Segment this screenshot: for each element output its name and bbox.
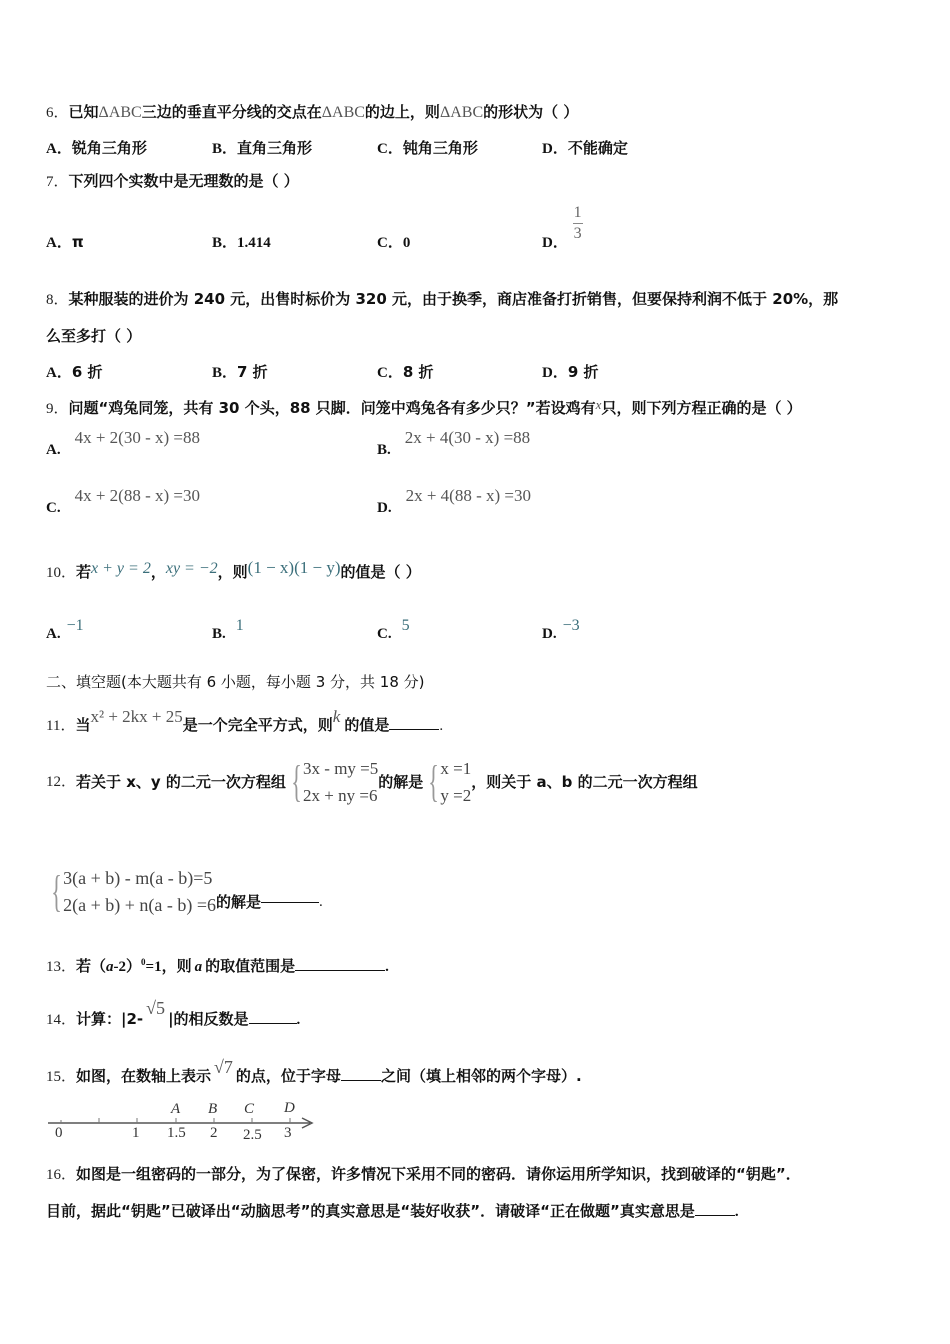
math-sqrt: √5 bbox=[146, 998, 166, 1018]
q10-option-c bbox=[377, 617, 410, 643]
question-text: 计算：|2- bbox=[76, 1010, 144, 1028]
question-text: 若 bbox=[76, 563, 92, 581]
q6-option-c bbox=[377, 137, 478, 158]
option-label: C． bbox=[377, 365, 403, 381]
question-13 bbox=[46, 952, 389, 977]
period: . bbox=[439, 718, 444, 734]
math-variable: x bbox=[595, 397, 602, 412]
question-text: 若关于 x、y 的二元一次方程组 bbox=[76, 773, 286, 791]
brace-icon: { bbox=[291, 757, 302, 806]
question-8-line-2 bbox=[46, 326, 141, 346]
option-text: 6 折 bbox=[71, 363, 103, 381]
question-text: ，则关于 a、b 的二元一次方程组 bbox=[471, 773, 698, 791]
fraction-bar bbox=[573, 223, 583, 224]
option-label: D． bbox=[542, 235, 568, 251]
q6-option-a bbox=[46, 137, 147, 158]
equation-system-xy bbox=[286, 755, 378, 809]
tick-label: 2.5 bbox=[243, 1127, 262, 1143]
question-number: 11． bbox=[46, 718, 76, 734]
option-text: 钝角三角形 bbox=[402, 139, 478, 157]
option-equation: 2x + 4(30 - x) =88 bbox=[404, 428, 531, 447]
equation-row: 3x - my =5 bbox=[303, 759, 379, 778]
option-text: 8 折 bbox=[402, 363, 434, 381]
q8-option-a bbox=[46, 361, 103, 382]
option-equation: 4x + 2(30 - x) =88 bbox=[74, 428, 201, 447]
question-number: 8． bbox=[46, 292, 69, 308]
question-text: 若（ bbox=[76, 957, 107, 975]
option-label: C. bbox=[46, 500, 61, 516]
answer-blank[interactable] bbox=[389, 729, 439, 730]
question-text: 如图是一组密码的一部分，为了保密，许多情况下采用不同的密码．请你运用所学知识，找到破译的“钥匙”． bbox=[76, 1165, 801, 1183]
question-text: 问题“鸡兔同笼，共有 30 个头，88 只脚．问笼中鸡兔各有多少只？”若设鸡有 bbox=[68, 399, 596, 417]
option-value: 5 bbox=[401, 617, 410, 634]
equation-row: 2x + ny =6 bbox=[303, 786, 378, 805]
equation-system-ab bbox=[46, 865, 216, 919]
fraction-one-third bbox=[573, 204, 583, 243]
option-label: D． bbox=[542, 141, 568, 157]
question-number: 13． bbox=[46, 959, 77, 975]
option-label: B． bbox=[212, 141, 238, 157]
option-label: B. bbox=[377, 442, 391, 458]
option-label: A． bbox=[46, 141, 72, 157]
question-number: 15． bbox=[46, 1069, 77, 1085]
solution-system bbox=[423, 755, 471, 809]
question-text: 目前，据此“钥匙”已破译出“动脑思考”的真实意思是“装好收获”．请破译“正在做题”真实意思是 bbox=[46, 1202, 695, 1220]
option-label: A． bbox=[46, 365, 72, 381]
question-text: |的相反数是 bbox=[168, 1010, 249, 1028]
section-title: 二、填空题(本大题共有 6 小题，每小题 3 分，共 18 分) bbox=[46, 673, 425, 691]
point-label: C bbox=[244, 1101, 255, 1117]
option-text: 锐角三角形 bbox=[71, 139, 147, 157]
math-expression: x² + 2kx + 25 bbox=[90, 707, 183, 726]
q9-option-a bbox=[46, 428, 200, 459]
point-label: A bbox=[171, 1101, 181, 1117]
separator: ， bbox=[150, 563, 166, 581]
option-label: B． bbox=[212, 365, 238, 381]
q7-option-a bbox=[46, 231, 84, 252]
math-equation: xy = −2 bbox=[165, 560, 218, 577]
question-text: 的点，位于字母 bbox=[235, 1067, 341, 1085]
option-label: D. bbox=[377, 500, 392, 516]
answer-blank[interactable] bbox=[261, 902, 319, 903]
question-9 bbox=[46, 395, 802, 419]
question-text: =1，则 bbox=[145, 959, 192, 975]
math-sqrt: √7 bbox=[214, 1057, 233, 1077]
question-14 bbox=[46, 998, 300, 1030]
q9-option-d bbox=[377, 486, 531, 517]
question-16-line-2 bbox=[46, 1201, 739, 1222]
option-label: A． bbox=[46, 235, 72, 251]
option-label: B． bbox=[212, 235, 238, 251]
equation-row: y =2 bbox=[440, 786, 472, 805]
question-12-system-ab bbox=[46, 862, 323, 922]
option-equation: 4x + 2(88 - x) =30 bbox=[74, 486, 201, 505]
q10-option-b bbox=[212, 617, 244, 643]
option-text: 不能确定 bbox=[567, 139, 628, 157]
question-text: 的取值范围是 bbox=[205, 957, 296, 975]
option-label: C． bbox=[377, 141, 403, 157]
math-triangle: ΔABC bbox=[321, 104, 365, 121]
period: . bbox=[319, 894, 323, 910]
answer-blank[interactable] bbox=[295, 970, 385, 971]
q8-option-d bbox=[542, 361, 599, 382]
option-value: −3 bbox=[562, 617, 580, 634]
q9-option-c bbox=[46, 486, 200, 517]
question-text: 的形状为（ ） bbox=[483, 103, 579, 121]
math-variable: a bbox=[106, 959, 114, 975]
q9-option-b bbox=[377, 428, 530, 459]
question-8-line-1 bbox=[46, 289, 838, 310]
answer-blank[interactable] bbox=[341, 1080, 381, 1081]
option-label: C． bbox=[377, 235, 403, 251]
question-text: 的边上，则 bbox=[364, 103, 440, 121]
equation-row: 2(a + b) + n(a - b) =6 bbox=[63, 895, 217, 915]
question-text: 只，则下列方程正确的是（ ） bbox=[601, 399, 802, 417]
question-number: 9． bbox=[46, 401, 69, 417]
question-number: 7． bbox=[46, 174, 69, 190]
question-10 bbox=[46, 558, 421, 583]
option-text: 7 折 bbox=[237, 363, 268, 381]
q7-option-b bbox=[212, 231, 271, 252]
question-text: 三边的垂直平分线的交点在 bbox=[141, 103, 322, 121]
question-number: 6． bbox=[46, 105, 69, 121]
option-value: −1 bbox=[66, 617, 84, 634]
question-15 bbox=[46, 1057, 582, 1087]
question-text: 么至多打（ ） bbox=[46, 327, 142, 345]
equation-row: 3(a + b) - m(a - b)=5 bbox=[63, 868, 213, 888]
question-text: ，则 bbox=[217, 563, 248, 581]
question-12 bbox=[46, 752, 698, 812]
question-16-line-1 bbox=[46, 1164, 801, 1185]
question-text: 之间（填上相邻的两个字母）. bbox=[380, 1067, 582, 1085]
tick-label: 1.5 bbox=[167, 1125, 186, 1141]
section-header-fill-in bbox=[46, 672, 425, 692]
numerator: 1 bbox=[573, 204, 582, 221]
period: . bbox=[385, 959, 389, 975]
math-equation: x + y = 2 bbox=[91, 560, 151, 577]
number-line-figure bbox=[46, 1098, 321, 1148]
tick-label: 1 bbox=[132, 1125, 140, 1141]
option-label: A. bbox=[46, 626, 61, 642]
option-text: 直角三角形 bbox=[237, 139, 313, 157]
exponent: 0 bbox=[141, 957, 146, 967]
option-equation: 2x + 4(88 - x) =30 bbox=[405, 486, 532, 505]
question-text: -2） bbox=[113, 959, 142, 975]
question-text: 的值是 bbox=[344, 716, 390, 734]
question-number: 14． bbox=[46, 1012, 77, 1028]
question-text: 的解是 bbox=[216, 893, 262, 911]
question-11 bbox=[46, 707, 443, 736]
answer-blank[interactable] bbox=[249, 1023, 297, 1024]
math-expression: (1 − x)(1 − y) bbox=[247, 558, 341, 577]
q6-option-b bbox=[212, 137, 312, 158]
question-7 bbox=[46, 171, 299, 192]
option-text: 1.414 bbox=[237, 235, 271, 251]
question-text: 如图，在数轴上表示 bbox=[76, 1067, 212, 1085]
tick-label: 0 bbox=[55, 1125, 63, 1141]
q7-option-c bbox=[377, 231, 410, 252]
q6-option-d bbox=[542, 137, 628, 158]
q10-option-a bbox=[46, 617, 84, 643]
question-text: 已知 bbox=[68, 103, 99, 121]
question-text: 是一个完全平方式，则 bbox=[182, 716, 333, 734]
system-rows bbox=[440, 755, 471, 809]
period: . bbox=[296, 1012, 301, 1028]
question-number: 12． bbox=[46, 774, 77, 790]
question-text: 的解是 bbox=[378, 773, 424, 791]
option-label: C. bbox=[377, 626, 392, 642]
option-text: π bbox=[71, 233, 84, 251]
option-label: D. bbox=[542, 626, 557, 642]
q8-option-b bbox=[212, 361, 268, 382]
question-text: 某种服装的进价为 240 元，出售时标价为 320 元，由于换季，商店准备打折销售，但要保持利润不低于 20%，那 bbox=[68, 290, 839, 308]
answer-blank[interactable] bbox=[695, 1215, 735, 1216]
question-text: 下列四个实数中是无理数的是（ ） bbox=[68, 172, 299, 190]
equation-row: x =1 bbox=[440, 759, 472, 778]
math-variable: k bbox=[332, 707, 341, 726]
option-text: 9 折 bbox=[567, 363, 599, 381]
option-text: 0 bbox=[402, 235, 411, 251]
brace-icon: { bbox=[51, 867, 62, 916]
math-variable: a bbox=[194, 959, 203, 975]
system-rows bbox=[63, 865, 216, 919]
point-label: D bbox=[284, 1100, 295, 1116]
system-rows bbox=[303, 755, 378, 809]
q7-option-d bbox=[542, 204, 583, 252]
question-text: 的值是（ ） bbox=[340, 563, 421, 581]
brace-icon: { bbox=[428, 757, 440, 806]
question-6 bbox=[46, 102, 578, 123]
q10-option-d bbox=[542, 617, 580, 643]
question-number: 16． bbox=[46, 1167, 77, 1183]
tick-label: 3 bbox=[284, 1125, 292, 1141]
q8-option-c bbox=[377, 361, 434, 382]
question-text: 当 bbox=[75, 716, 91, 734]
tick-label: 2 bbox=[210, 1125, 218, 1141]
point-label: B bbox=[208, 1101, 218, 1117]
math-triangle: ΔABC bbox=[439, 104, 484, 121]
period: . bbox=[734, 1204, 739, 1220]
question-number: 10． bbox=[46, 565, 77, 581]
option-value: 1 bbox=[235, 617, 244, 634]
math-triangle: ΔABC bbox=[98, 104, 142, 121]
denominator: 3 bbox=[573, 225, 582, 242]
option-label: A. bbox=[46, 442, 61, 458]
option-label: D． bbox=[542, 365, 568, 381]
option-label: B. bbox=[212, 626, 226, 642]
